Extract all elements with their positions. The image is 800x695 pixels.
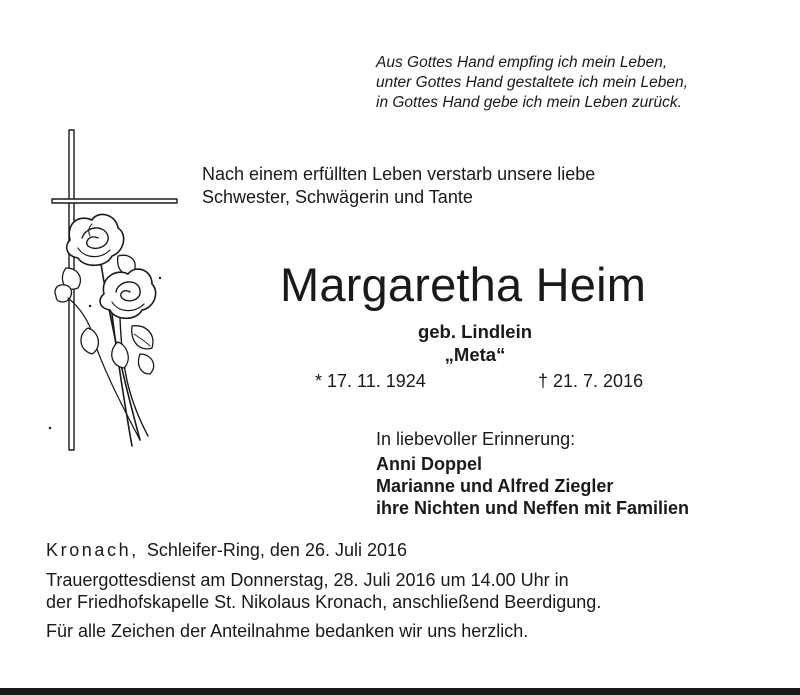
intro-line: Nach einem erfüllten Leben verstarb unsere liebe bbox=[202, 164, 596, 184]
service-line: Trauergottesdienst am Donnerstag, 28. Juli 2016 um 14.00 Uhr in bbox=[46, 570, 569, 590]
remembrance-label: In liebevoller Erinnerung: bbox=[376, 429, 576, 449]
place-and-date bbox=[46, 539, 407, 561]
place-name: Kronach, bbox=[46, 540, 139, 560]
motto-line: Aus Gottes Hand empfing ich mein Leben, bbox=[376, 54, 668, 71]
mourner-name: ihre Nichten und Neffen mit Familien bbox=[376, 498, 690, 518]
mourner-list bbox=[376, 453, 689, 519]
intro-line: Schwester, Schwägerin und Tante bbox=[202, 187, 473, 207]
mourner-name: Marianne und Alfred Ziegler bbox=[376, 476, 614, 496]
motto-verse bbox=[376, 53, 688, 113]
motto-line: unter Gottes Hand gestaltete ich mein Leben, bbox=[376, 74, 688, 91]
intro-text bbox=[202, 163, 595, 209]
deceased-name: Margaretha Heim bbox=[280, 258, 647, 311]
death-date: † 21. 7. 2016 bbox=[538, 371, 644, 391]
thanks-line: Für alle Zeichen der Anteilnahme bedanken wir uns herzlich. bbox=[46, 621, 529, 641]
motto-line: in Gottes Hand gebe ich mein Leben zurück. bbox=[376, 94, 682, 111]
cross-with-roses-icon bbox=[48, 128, 188, 458]
bottom-border bbox=[0, 688, 800, 695]
nickname: „Meta“ bbox=[444, 344, 506, 365]
service-line: der Friedhofskapelle St. Nikolaus Kronach, anschließend Beerdigung. bbox=[46, 592, 602, 612]
mourner-name: Anni Doppel bbox=[376, 454, 482, 474]
address-date: Schleifer-Ring, den 26. Juli 2016 bbox=[146, 540, 408, 560]
funeral-service-info bbox=[46, 569, 601, 613]
maiden-name: geb. Lindlein bbox=[417, 321, 533, 342]
birth-date: * 17. 11. 1924 bbox=[315, 371, 426, 391]
maiden-name-block bbox=[356, 320, 594, 366]
